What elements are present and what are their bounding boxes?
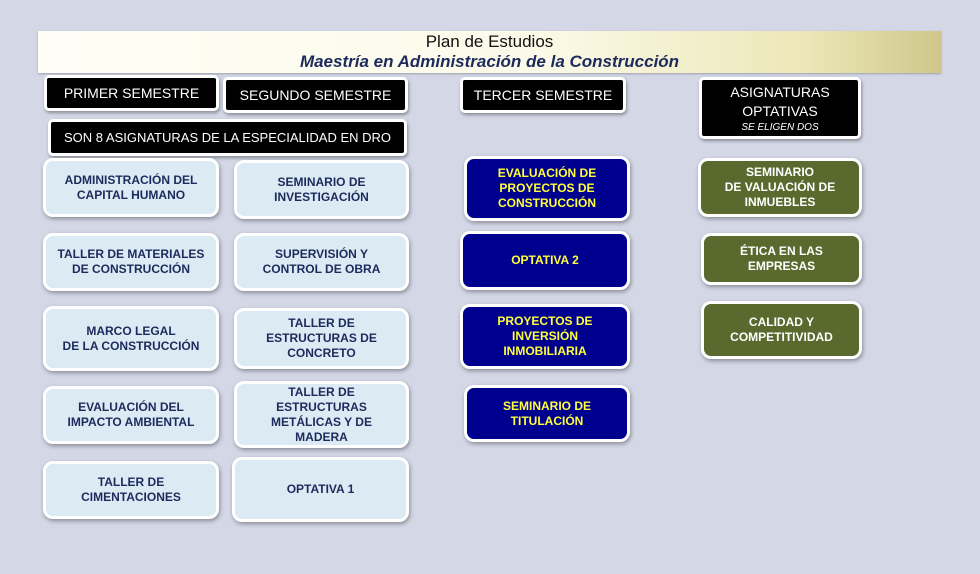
optional-subtitle: SE ELIGEN DOS xyxy=(741,121,819,133)
course-first-2: TALLER DE MATERIALES DE CONSTRUCCIÓN xyxy=(43,233,219,291)
optional-title-line-1: ASIGNATURAS xyxy=(730,83,830,100)
optional-subject-3: CALIDAD Y COMPETITIVIDAD xyxy=(701,301,862,359)
course-second-2: SUPERVISIÓN Y CONTROL DE OBRA xyxy=(234,233,409,291)
course-third-3: PROYECTOS DE INVERSIÓN INMOBILIARIA xyxy=(460,304,630,369)
optional-subject-1: SEMINARIO DE VALUACIÓN DE INMUEBLES xyxy=(698,158,862,217)
course-third-4: SEMINARIO DE TITULACIÓN xyxy=(464,385,630,442)
course-second-5: OPTATIVA 1 xyxy=(232,457,409,522)
course-first-5: TALLER DE CIMENTACIONES xyxy=(43,461,219,519)
program-name: Maestría en Administración de la Construcción xyxy=(299,52,680,71)
page-title: Plan de Estudios xyxy=(425,32,554,51)
header-first-semester: PRIMER SEMESTRE xyxy=(44,75,219,111)
specialty-note: SON 8 ASIGNATURAS DE LA ESPECIALIDAD EN DRO xyxy=(48,119,407,156)
course-second-3: TALLER DE ESTRUCTURAS DE CONCRETO xyxy=(234,308,409,369)
course-first-1: ADMINISTRACIÓN DEL CAPITAL HUMANO xyxy=(43,158,219,217)
course-first-3: MARCO LEGAL DE LA CONSTRUCCIÓN xyxy=(43,306,219,371)
course-third-2: OPTATIVA 2 xyxy=(460,231,630,290)
header-third-semester: TERCER SEMESTRE xyxy=(460,77,626,113)
course-second-1: SEMINARIO DE INVESTIGACIÓN xyxy=(234,160,409,219)
course-first-4: EVALUACIÓN DEL IMPACTO AMBIENTAL xyxy=(43,386,219,444)
course-second-4: TALLER DE ESTRUCTURAS METÁLICAS Y DE MADERA xyxy=(234,381,409,448)
optional-title-line-2: OPTATIVAS xyxy=(742,102,818,119)
course-third-1: EVALUACIÓN DE PROYECTOS DE CONSTRUCCIÓN xyxy=(464,156,630,221)
title-banner xyxy=(38,31,941,73)
header-optional-subjects xyxy=(699,77,861,139)
optional-subject-2: ÉTICA EN LAS EMPRESAS xyxy=(701,233,862,285)
header-second-semester: SEGUNDO SEMESTRE xyxy=(223,77,408,113)
